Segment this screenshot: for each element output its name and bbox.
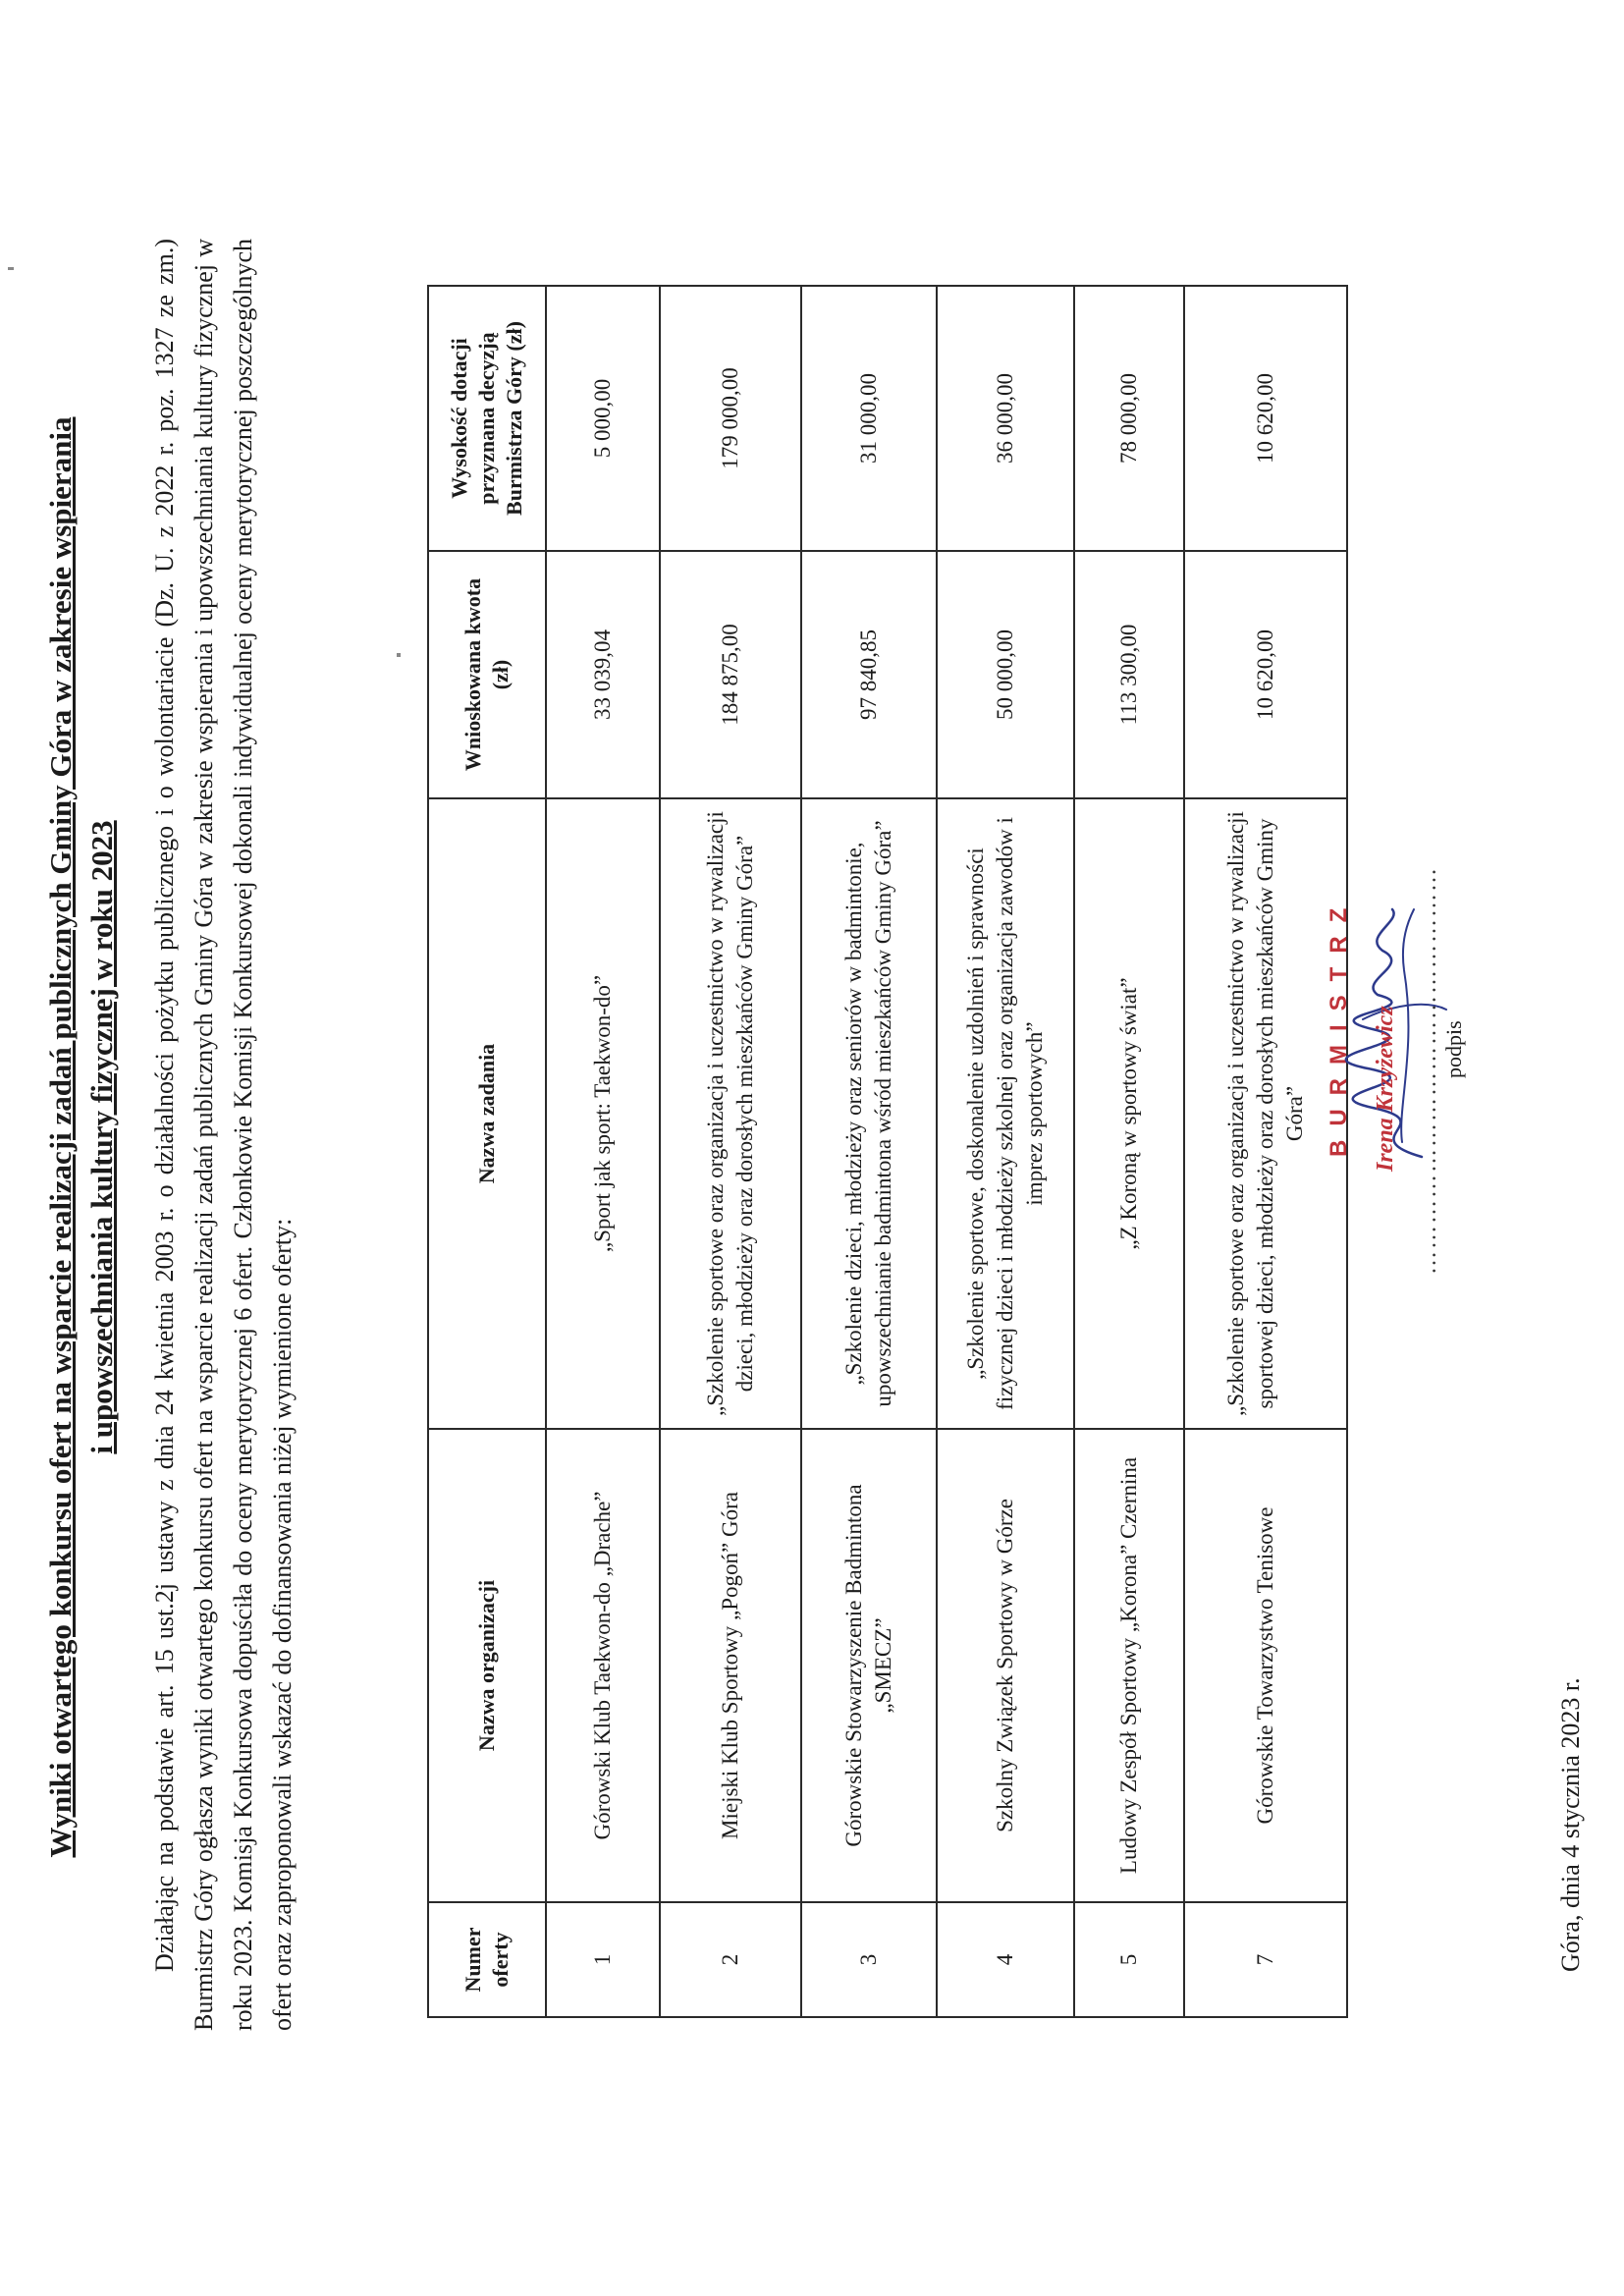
header-number: Numer oferty	[428, 1902, 546, 2017]
cell-granted: 179 000,00	[660, 286, 801, 551]
cell-requested: 97 840,85	[801, 551, 937, 798]
cell-requested: 184 875,00	[660, 551, 801, 798]
document-date: Góra, dnia 4 stycznia 2023 r.	[1556, 1677, 1585, 1972]
cell-granted: 36 000,00	[937, 286, 1074, 551]
intro-paragraph: Działając na podstawie art. 15 ust.2j ustawy z dnia 24 kwietnia 2003 r. o działalności pożytku publicznego i o wolontariacie (Dz. U. z 2022 r. poz. 1327 ze zm.) Burmistrz Góry ogłasza wyniki otwartego konkursu ofert na wsparcie realizacji zadań publicznych Gminy Góra w zakresie wspierania i upowszechniania kultury fizycznej w roku 2023. Komisja Konkursowa dopuściła do oceny merytorycznej 6 ofert. Członkowie Komisji Konkursowej dokonali indywidualnej oceny merytorycznej poszczególnych ofert oraz zaproponowali wskazać do dofinansowania niżej wymienione oferty:	[150, 239, 297, 2031]
document-title-line2: i upowszechniania kultury fizycznej w roku 2023	[84, 820, 119, 1454]
cell-task: „Szkolenie sportowe oraz organizacja i uczestnictwo w rywalizacji sportowej dzieci, młodzieży oraz dorosłych mieszkańców Gminy Góra”	[1184, 798, 1347, 1429]
cell-task: „Szkolenie dzieci, młodzieży oraz seniorów w badmintonie, upowszechnianie badmintona wśród mieszkańców Gminy Góra”	[801, 798, 937, 1429]
header-organization: Nazwa organizacji	[428, 1429, 546, 1902]
cell-number: 5	[1074, 1902, 1184, 2017]
header-task: Nazwa zadania	[428, 798, 546, 1429]
cell-task: „Szkolenie sportowe, doskonalenie uzdolnień i sprawności fizycznej dzieci i młodzieży szkolnej oraz organizacja zawodów i imprez sportowych”	[937, 798, 1074, 1429]
table-row	[937, 286, 1074, 2017]
cell-task: „Sport jak sport: Taekwon-do”	[546, 798, 660, 1429]
cell-requested: 113 300,00	[1074, 551, 1184, 798]
signature-block	[1326, 833, 1522, 1304]
stamp-name: Irena Krzyżewicz	[1373, 1006, 1398, 1172]
scan-speck	[8, 267, 14, 270]
results-table	[427, 285, 1348, 2018]
cell-requested: 10 620,00	[1184, 551, 1347, 798]
cell-organization: Górowskie Towarzystwo Tenisowe	[1184, 1429, 1347, 1902]
cell-number: 1	[546, 1902, 660, 2017]
cell-task: „Szkolenie sportowe oraz organizacja i uczestnictwo w rywalizacji dzieci, młodzieży oraz dorosłych mieszkańców Gminy Góra”	[660, 798, 801, 1429]
cell-granted: 10 620,00	[1184, 286, 1347, 551]
cell-organization: Górowskie Stowarzyszenie Badmintona „SMECZ”	[801, 1429, 937, 1902]
cell-granted: 31 000,00	[801, 286, 937, 551]
cell-requested: 50 000,00	[937, 551, 1074, 798]
cell-organization: Miejski Klub Sportowy „Pogoń” Góra	[660, 1429, 801, 1902]
table-row	[660, 286, 801, 2017]
cell-granted: 78 000,00	[1074, 286, 1184, 551]
table-row	[801, 286, 937, 2017]
table-header-row	[428, 286, 546, 2017]
document-title-line1: Wyniki otwartego konkursu ofert na wsparcie realizacji zadań publicznych Gminy Góra w zakresie wspierania	[43, 416, 78, 1858]
cell-number: 2	[660, 1902, 801, 2017]
stamp-title: BURMISTRZ	[1326, 894, 1352, 1157]
signature-dotted-line: …………………………………………	[1416, 866, 1441, 1275]
table-row	[1074, 286, 1184, 2017]
table-row	[1184, 286, 1347, 2017]
cell-number: 4	[937, 1902, 1074, 2017]
cell-organization: Szkolny Związek Sportowy w Górze	[937, 1429, 1074, 1902]
cell-task: „Z Koroną w sportowy świat”	[1074, 798, 1184, 1429]
cell-granted: 5 000,00	[546, 286, 660, 551]
signature-caption: podpis	[1441, 1020, 1466, 1078]
table-row	[546, 286, 660, 2017]
scan-speck	[397, 653, 401, 657]
cell-number: 7	[1184, 1902, 1347, 2017]
cell-requested: 33 039,04	[546, 551, 660, 798]
cell-organization: Ludowy Zespół Sportowy „Korona” Czernina	[1074, 1429, 1184, 1902]
header-requested: Wnioskowana kwota (zł)	[428, 551, 546, 798]
header-granted: Wysokość dotacji przyznana decyzją Burmistrza Góry (zł)	[428, 286, 546, 551]
cell-number: 3	[801, 1902, 937, 2017]
cell-organization: Górowski Klub Taekwon-do „Drache”	[546, 1429, 660, 1902]
